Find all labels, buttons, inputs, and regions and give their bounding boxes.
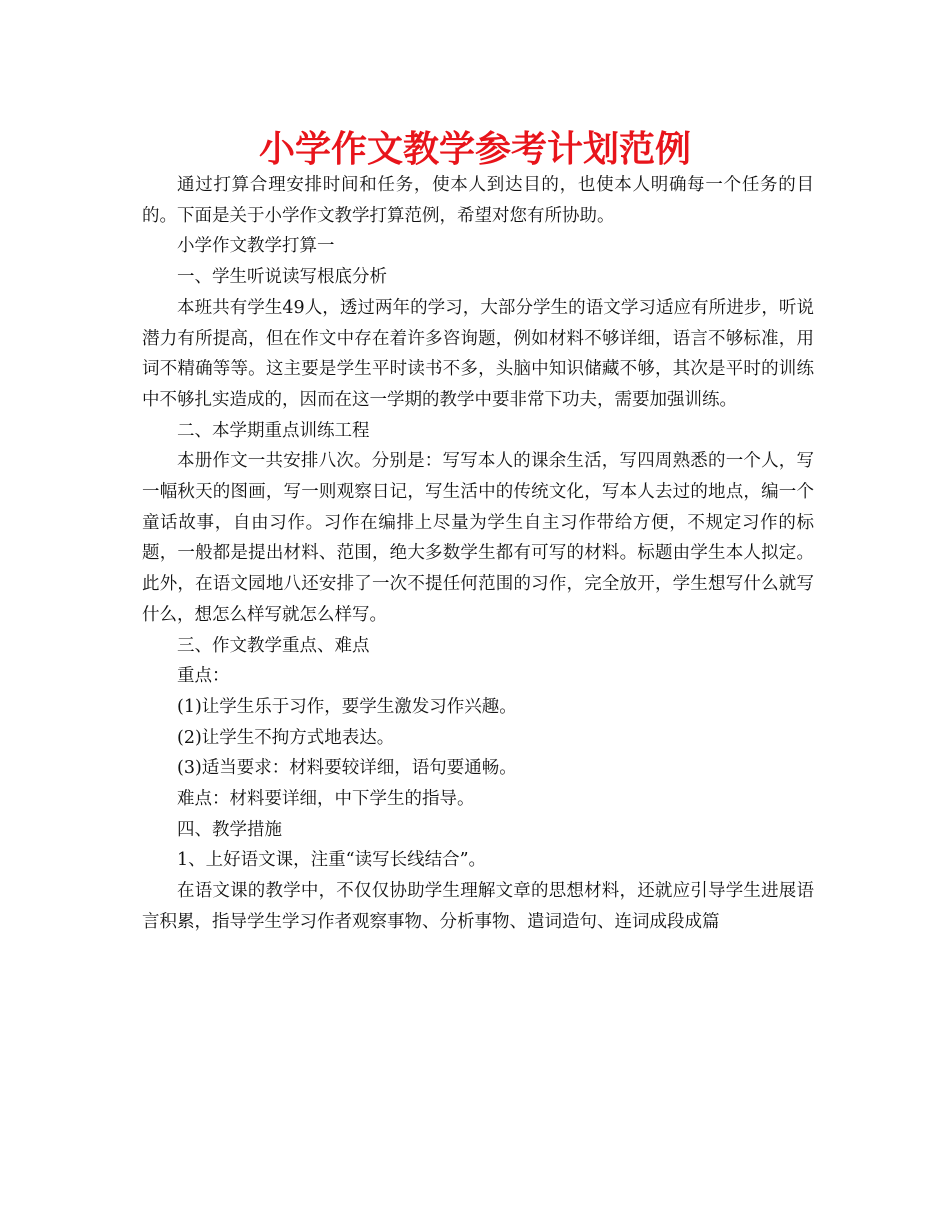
document-title: 小学作文教学参考计划范例 <box>258 129 691 170</box>
section-heading-4: 四、教学措施 <box>177 819 282 840</box>
section-heading-2: 二、本学期重点训练工程 <box>177 420 370 441</box>
paragraph-intro: 通过打算合理安排时间和任务，使本人到达目的，也使本人明确每一个任务的目的。下面是关于小学作文教学打算范例，希望对您有所协助。 <box>142 175 814 226</box>
subsection-heading-1: 1、上好语文课，注重“读写长线结合”。 <box>177 850 487 871</box>
paragraph-student-analysis: 本班共有学生49人，透过两年的学习，大部分学生的语文学习适应有所进步，听说潜力有所提高，但在作文中存在着许多咨询题，例如材料不够详细，语言不够标准，用词不精确等等。这主要是学生平时读书不多，头脑中知识储藏不够，其次是平时的训练中不够扎实造成的，因而在这一学期的教学中要非常下功夫，需要加强训练。 <box>142 297 814 410</box>
paragraph-training-items: 本册作文一共安排八次。分别是：写写本人的课余生活，写四周熟悉的一个人，写一幅秋天的图画，写一则观察日记，写生活中的传统文化，写本人去过的地点，编一个童话故事，自由习作。习作在编排上尽量为学生自主习作带给方便，不规定习作的标题，一般都是提出材料、范围，绝大多数学生都有可写的材料。标题由学生本人拟定。此外，在语文园地八还安排了一次不提任何范围的习作，完全放开，学生想写什么就写什么，想怎么样写就怎么样写。 <box>142 451 814 625</box>
section-heading-1: 一、学生听说读写根底分析 <box>177 267 387 288</box>
section-heading-3: 三、作文教学重点、难点 <box>177 635 370 656</box>
list-item-point-3: (3)适当要求：材料要较详细，语句要通畅。 <box>177 758 517 779</box>
paragraph-teaching-measures: 在语文课的教学中，不仅仅协助学生理解文章的思想材料，还就应引导学生进展语言积累，指导学生学习作者观察事物、分析事物、遣词造句、连词成段成篇 <box>142 881 814 932</box>
list-item-point-2: (2)让学生不拘方式地表达。 <box>177 727 395 748</box>
paragraph-plan-one-heading: 小学作文教学打算一 <box>177 236 335 257</box>
document-body <box>142 170 814 938</box>
paragraph-difficulty: 难点：材料要详细，中下学生的指导。 <box>177 789 475 810</box>
paragraph-key-points-label: 重点： <box>177 666 230 687</box>
list-item-point-1: (1)让学生乐于习作，要学生激发习作兴趣。 <box>177 696 517 717</box>
